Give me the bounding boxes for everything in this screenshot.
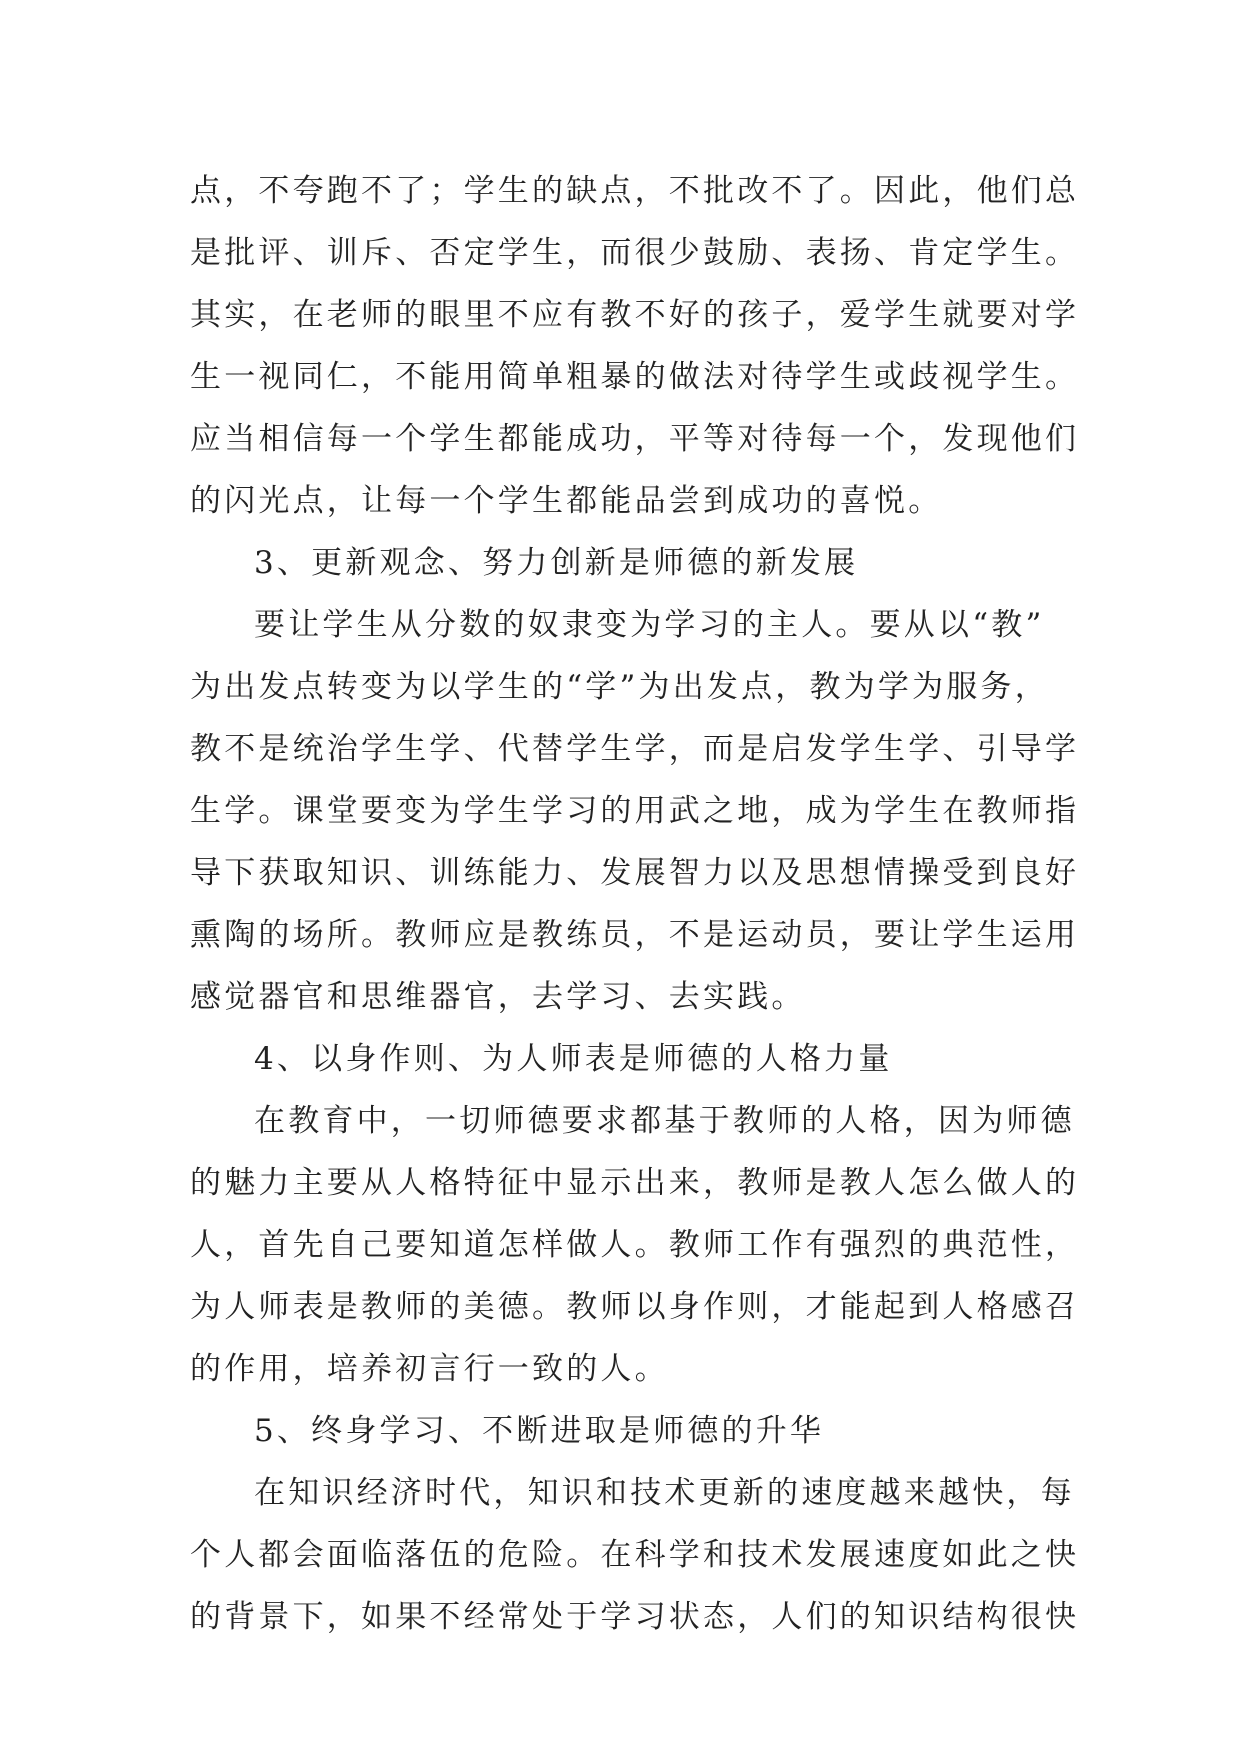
text-line: 的背景下，如果不经常处于学习状态，人们的知识结构很快 [190,1599,1080,1635]
text-line: 教不是统治学生学、代替学生学，而是启发学生学、引导学 [190,731,1080,767]
text-line: 的闪光点，让每一个学生都能品尝到成功的喜悦。 [190,483,943,519]
section-heading: 5、终身学习、不断进取是师德的升华 [254,1413,825,1449]
text-line: 的作用，培养初言行一致的人。 [190,1351,669,1387]
text-line: 在知识经济时代，知识和技术更新的速度越来越快，每 [254,1475,1075,1511]
text-line: 为出发点转变为以学生的“学”为出发点，教为学为服务， [190,669,1049,705]
text-line: 为人师表是教师的美德。教师以身作则，才能起到人格感召 [190,1289,1080,1325]
text-line: 其实，在老师的眼里不应有教不好的孩子，爱学生就要对学 [190,297,1080,333]
text-line: 是批评、训斥、否定学生，而很少鼓励、表扬、肯定学生。 [190,235,1080,271]
section-heading: 3、更新观念、努力创新是师德的新发展 [254,545,859,581]
section-heading: 4、以身作则、为人师表是师德的人格力量 [254,1041,893,1077]
text-line: 感觉器官和思维器官，去学习、去实践。 [190,979,806,1015]
text-line: 要让学生从分数的奴隶变为学习的主人。要从以“教” [254,607,1045,643]
text-line: 导下获取知识、训练能力、发展智力以及思想情操受到良好 [190,855,1080,891]
text-line: 生学。课堂要变为学生学习的用武之地，成为学生在教师指 [190,793,1080,829]
text-line: 熏陶的场所。教师应是教练员，不是运动员，要让学生运用 [190,917,1080,953]
body-text [190,160,1080,1648]
text-line: 生一视同仁，不能用简单粗暴的做法对待学生或歧视学生。 [190,359,1080,395]
text-line: 人，首先自己要知道怎样做人。教师工作有强烈的典范性， [190,1227,1080,1263]
text-line: 个人都会面临落伍的危险。在科学和技术发展速度如此之快 [190,1537,1080,1573]
text-line: 的魅力主要从人格特征中显示出来，教师是教人怎么做人的 [190,1165,1080,1201]
text-line: 点，不夸跑不了；学生的缺点，不批改不了。因此，他们总 [190,173,1080,209]
text-line: 应当相信每一个学生都能成功，平等对待每一个，发现他们 [190,421,1080,457]
text-line: 在教育中，一切师德要求都基于教师的人格，因为师德 [254,1103,1075,1139]
